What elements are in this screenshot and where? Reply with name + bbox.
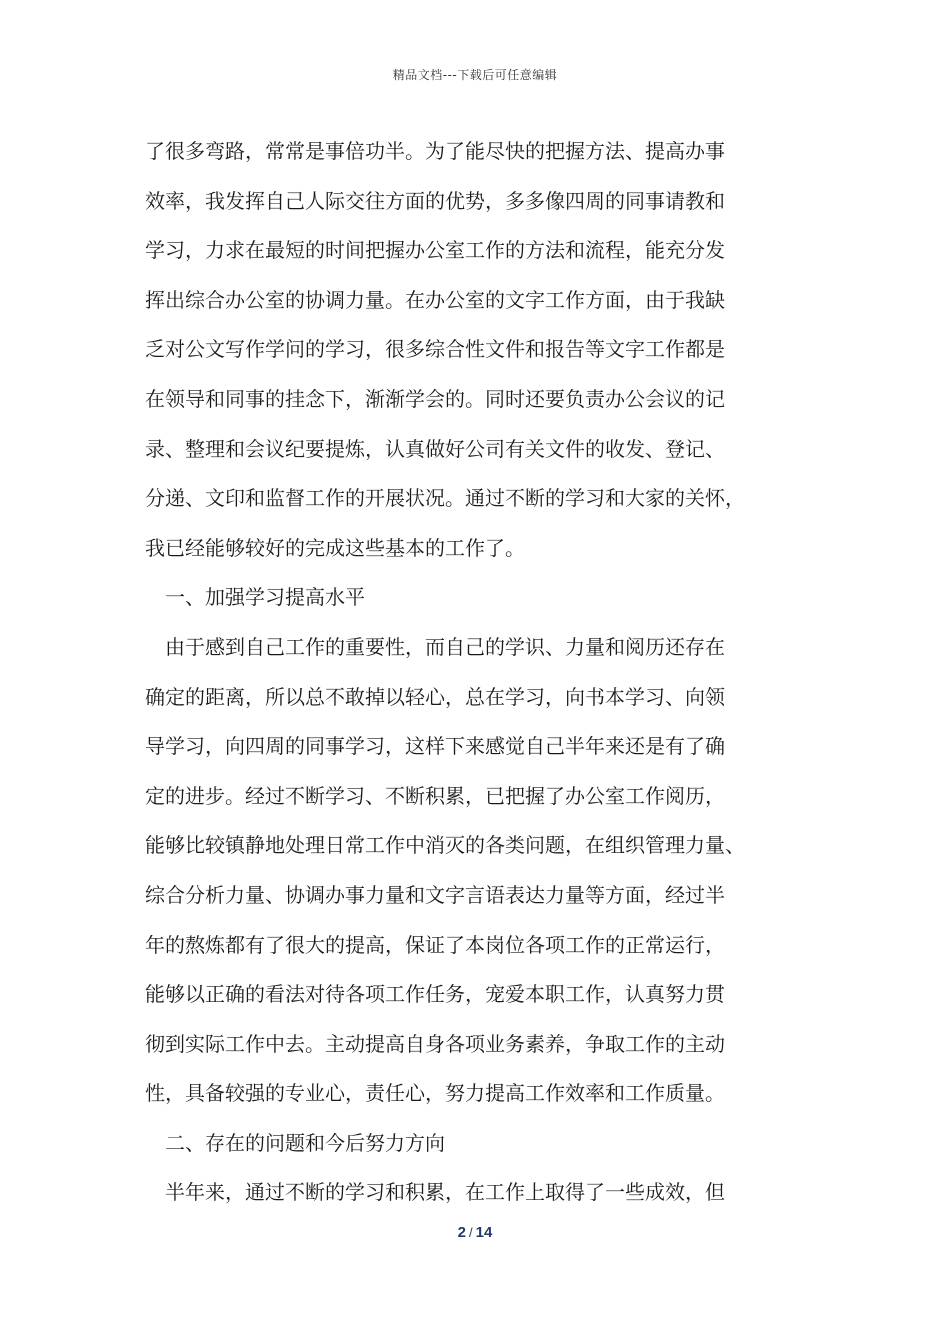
text-line: 性，具备较强的专业心，责任心，努力提高工作效率和工作质量。 [145, 1081, 725, 1106]
text-line: 挥出综合办公室的协调力量。在办公室的文字工作方面，由于我缺 [145, 287, 725, 312]
body-text [145, 127, 825, 1218]
text-line: 在领导和同事的挂念下，渐渐学会的。同时还要负责办公会议的记 [145, 386, 725, 411]
text-line: 年的熬炼都有了很大的提高，保证了本岗位各项工作的正常运行， [145, 932, 725, 957]
text-line: 定的进步。经过不断学习、不断积累，已把握了办公室工作阅历， [145, 783, 725, 808]
text-line: 分递、文印和监督工作的开展状况。通过不断的学习和大家的关怀， [145, 486, 745, 511]
text-line: 彻到实际工作中去。主动提高自身各项业务素养，争取工作的主动 [145, 1031, 725, 1056]
section-heading-1: 一、加强学习提高水平 [165, 585, 365, 610]
text-line: 半年来，通过不断的学习和积累，在工作上取得了一些成效，但 [165, 1180, 725, 1205]
text-line: 效率，我发挥自己人际交往方面的优势，多多像四周的同事请教和 [145, 188, 725, 213]
text-line: 乏对公文写作学问的学习，很多综合性文件和报告等文字工作都是 [145, 337, 725, 362]
text-line: 录、整理和会议纪要提炼，认真做好公司有关文件的收发、登记、 [145, 436, 725, 461]
text-line: 确定的距离，所以总不敢掉以轻心，总在学习，向书本学习、向领 [145, 684, 725, 709]
current-page: 2 [457, 1224, 467, 1241]
text-line: 了很多弯路，常常是事倍功半。为了能尽快的把握方法、提高办事 [145, 139, 725, 163]
text-line: 我已经能够较好的完成这些基本的工作了。 [145, 535, 525, 560]
text-line: 能够以正确的看法对待各项工作任务，宠爱本职工作，认真努力贯 [145, 982, 725, 1007]
page-number [0, 1224, 950, 1241]
section-heading-2: 二、存在的问题和今后努力方向 [165, 1130, 445, 1155]
total-pages: 14 [475, 1224, 493, 1241]
text-line: 学习，力求在最短的时间把握办公室工作的方法和流程，能充分发 [145, 238, 725, 263]
page-header: 精品文档---下载后可任意编辑 [392, 68, 558, 82]
page-separator: / [469, 1225, 473, 1240]
text-line: 综合分析力量、协调办事力量和文字言语表达力量等方面，经过半 [145, 882, 725, 907]
text-line: 能够比较镇静地处理日常工作中消灭的各类问题，在组织管理力量、 [145, 833, 745, 858]
text-line: 导学习，向四周的同事学习，这样下来感觉自己半年来还是有了确 [145, 734, 725, 759]
text-line: 由于感到自己工作的重要性，而自己的学识、力量和阅历还存在 [165, 634, 725, 659]
